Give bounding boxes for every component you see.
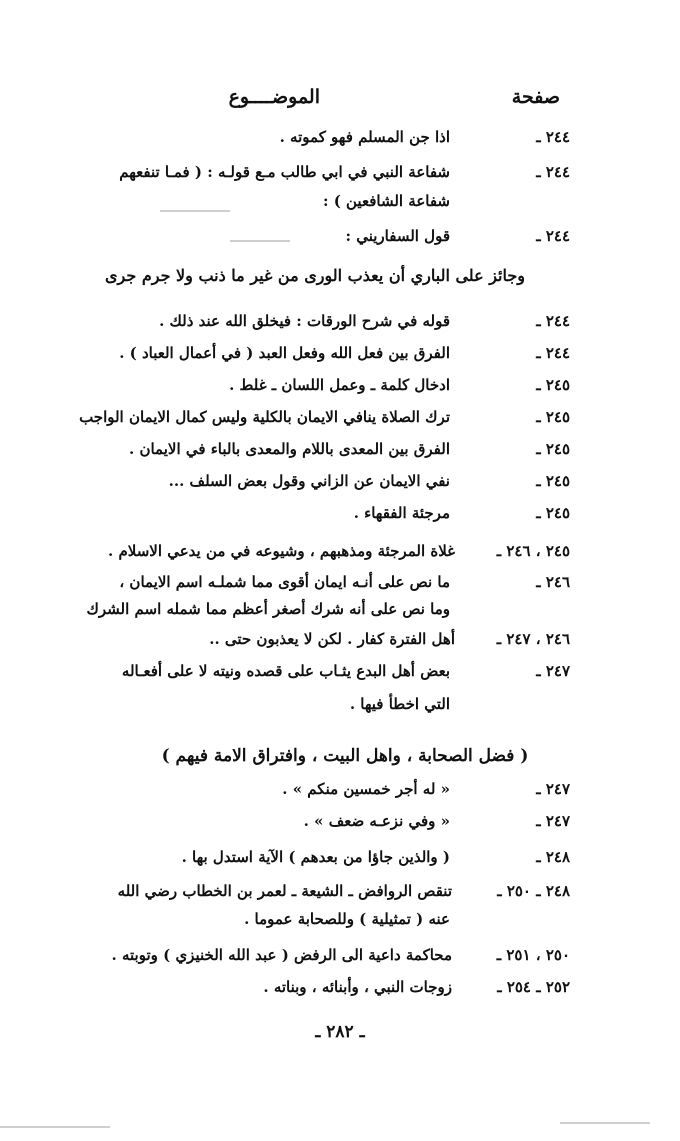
index-entry bbox=[0, 848, 680, 878]
index-entry bbox=[0, 662, 680, 692]
entry-topic: تنقص الروافض ـ الشيعة ـ لعمر بن الخطاب رضي الله bbox=[117, 882, 452, 900]
index-entry bbox=[0, 472, 680, 502]
index-entry bbox=[0, 312, 680, 342]
scan-smudge bbox=[160, 210, 230, 212]
entry-topic: أهل الفترة كفار . لكن لا يعذبون حتى .. bbox=[209, 630, 455, 648]
scan-smudge bbox=[560, 1122, 650, 1124]
entry-page-ref: ٢٤٥ ، ٢٤٦ ـ bbox=[496, 542, 570, 560]
entry-topic-continuation: وما نص على أنه شرك أصغر أعظم مما شمله اسم الشرك bbox=[86, 600, 450, 618]
page-number: ـ ٢٨٢ ـ bbox=[315, 1022, 365, 1042]
index-entry bbox=[0, 780, 680, 810]
scan-smudge bbox=[230, 240, 290, 242]
index-entry bbox=[0, 573, 680, 603]
entry-page-ref: ٢٤٦ ، ٢٤٧ ـ bbox=[496, 630, 570, 648]
entry-topic: غلاة المرجئة ومذهبهم ، وشيوعه في من يدعي الاسلام . bbox=[108, 542, 455, 560]
entry-page-ref: ٢٥٢ ـ ٢٥٤ ـ bbox=[497, 978, 570, 996]
entry-topic: ادخال كلمة ـ وعمل اللسان ـ غلط . bbox=[229, 376, 450, 394]
entry-page-ref: ٢٤٧ ـ bbox=[536, 662, 570, 680]
entry-topic: نفي الايمان عن الزاني وقول بعض السلف ... bbox=[168, 472, 450, 490]
entry-page-ref: ٢٤٥ ـ bbox=[536, 376, 570, 394]
index-entry bbox=[0, 227, 680, 257]
entry-page-ref: ٢٤٥ ـ bbox=[536, 408, 570, 426]
entry-page-ref: ٢٤٤ ـ bbox=[536, 344, 570, 362]
entry-topic: ( والذين جاؤا من بعدهم ) الآية استدل بها . bbox=[181, 848, 450, 866]
entry-page-ref: ٢٤٤ ـ bbox=[536, 312, 570, 330]
entry-topic: شفاعة النبي في ابي طالب مـع قولـه : ( فمـا تنفعهم bbox=[119, 163, 450, 181]
index-entry bbox=[0, 812, 680, 842]
entry-page-ref: ٢٤٧ ـ bbox=[536, 780, 570, 798]
entry-page-ref: ٢٤٦ ـ bbox=[536, 573, 570, 591]
entry-topic: « له أجر خمسين منكم » . bbox=[282, 780, 450, 798]
index-entry bbox=[0, 376, 680, 406]
entry-topic-continuation: التي اخطأ فيها . bbox=[349, 695, 450, 713]
entry-page-ref: ٢٤٤ ـ bbox=[536, 163, 570, 181]
column-header-topic: الموضــــوع bbox=[228, 86, 320, 108]
index-entry bbox=[0, 163, 680, 193]
entry-page-ref: ٢٤٤ ـ bbox=[536, 227, 570, 245]
entry-topic: زوجات النبي ، وأبنائه ، وبناته . bbox=[263, 978, 452, 996]
poem-verse: وجائز على الباري أن يعذب الورى من غير ما ذنب ولا جرم جرى bbox=[105, 266, 525, 285]
entry-topic-continuation: شفاعة الشافعين ) : bbox=[322, 192, 450, 210]
index-entry bbox=[0, 630, 680, 660]
entry-topic: ما نص على أنـه ايمان أقوى مما شملـه اسم الايمان ، bbox=[119, 573, 450, 591]
entry-topic: ترك الصلاة ينافي الايمان بالكلية وليس كمال الايمان الواجب bbox=[79, 408, 450, 426]
entry-page-ref: ٢٤٥ ـ bbox=[536, 440, 570, 458]
entry-topic: قول السفاريني : bbox=[345, 227, 450, 245]
entry-topic: الفرق بين فعل الله وفعل العبد ( في أعمال العباد ) . bbox=[119, 344, 450, 362]
index-entry bbox=[0, 542, 680, 572]
entry-topic: قوله في شرح الورقات : فيخلق الله عند ذلك . bbox=[159, 312, 450, 330]
index-entry bbox=[0, 504, 680, 534]
entry-page-ref: ٢٤٨ ـ bbox=[536, 848, 570, 866]
scan-smudge bbox=[0, 1126, 110, 1128]
index-entry bbox=[0, 408, 680, 438]
entry-topic: الفرق بين المعدى باللام والمعدى بالباء في الايمان . bbox=[129, 440, 450, 458]
entry-page-ref: ٢٤٨ ـ ٢٥٠ ـ bbox=[497, 882, 570, 900]
entry-topic: اذا جن المسلم فهو كموته . bbox=[279, 128, 450, 146]
entry-topic: محاكمة داعية الى الرفض ( عبد الله الخنيزي ) وتوبته . bbox=[111, 946, 452, 964]
index-entry bbox=[0, 440, 680, 470]
index-entry bbox=[0, 128, 680, 158]
entry-page-ref: ٢٥٠ ، ٢٥١ ـ bbox=[496, 946, 570, 964]
entry-topic: « وفي نزعـه ضعف » . bbox=[303, 812, 450, 830]
entry-topic-continuation: عنه ( تمثيلية ) وللصحابة عموما . bbox=[244, 910, 450, 928]
index-entry bbox=[0, 882, 680, 912]
entry-topic: بعض أهل البدع يثـاب على قصده ونيته لا على أفعـاله bbox=[121, 662, 450, 680]
index-entry bbox=[0, 978, 680, 1008]
entry-page-ref: ٢٤٥ ـ bbox=[536, 472, 570, 490]
section-heading: ( فضل الصحابة ، واهل البيت ، وافتراق الامة فيهم ) bbox=[161, 746, 529, 766]
column-header-page: صفحة bbox=[511, 86, 560, 108]
entry-page-ref: ٢٤٤ ـ bbox=[536, 128, 570, 146]
index-entry bbox=[0, 946, 680, 976]
entry-topic: مرجئة الفقهاء . bbox=[353, 504, 450, 522]
entry-page-ref: ٢٤٥ ـ bbox=[536, 504, 570, 522]
entry-page-ref: ٢٤٧ ـ bbox=[536, 812, 570, 830]
index-entry bbox=[0, 344, 680, 374]
